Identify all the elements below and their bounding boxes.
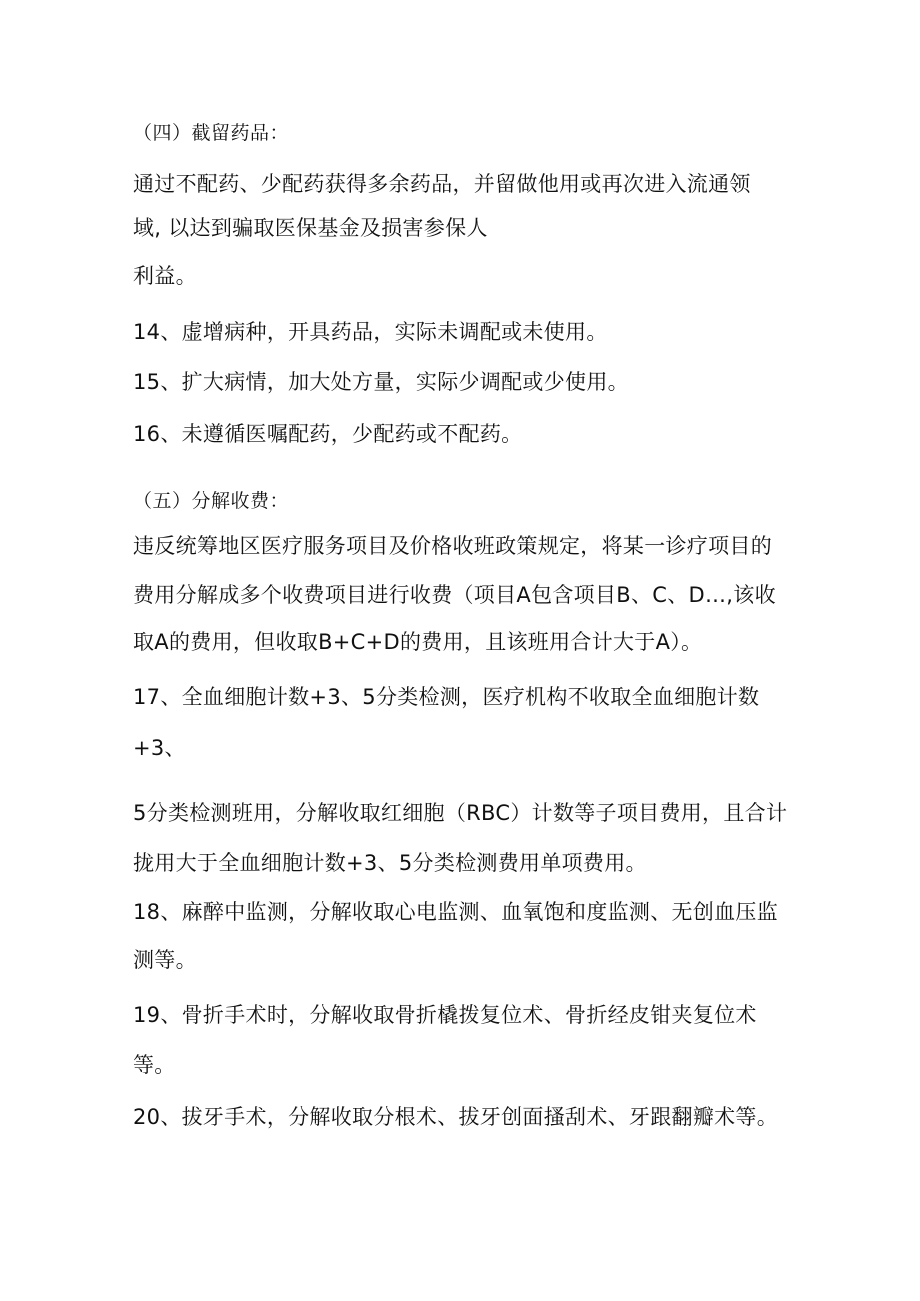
list-item-14: 14、虚增病种，开具药品，实际未调配或未使用。 [133, 320, 608, 344]
list-item-16: 16、未遵循医嘱配药，少配药或不配药。 [133, 422, 523, 446]
section-heading-5: （五）分解收费： [133, 490, 290, 512]
list-item-20: 20、拔牙手术，分解收取分根术、拔牙创面搔刮术、牙跟翻瓣术等。 [133, 1105, 779, 1129]
section-heading-4: （四）截留药品： [133, 122, 290, 144]
section-4-desc-line-3: 利益。 [133, 264, 197, 288]
section-5-desc-line-1: 违反统筹地区医疗服务项目及价格收班政策规定，将某一诊疗项目的 [133, 534, 772, 558]
section-5-desc-line-3: 取A的费用，但收取B+C+D的费用，且该班用合计大于A）。 [133, 630, 703, 654]
list-item-17-line-2: +3、 [133, 736, 186, 760]
list-item-17-line-3: 5分类检测班用，分解收取红细胞（RBC）计数等子项目费用，且合计 [133, 801, 788, 825]
section-5-desc-line-2: 费用分解成多个收费项目进行收费（项目A包含项目B、C、D…,该收 [133, 583, 776, 607]
list-item-15: 15、扩大病情，加大处方量，实际少调配或少使用。 [133, 370, 629, 394]
section-4-desc-line-2: 域, 以达到骗取医保基金及损害参保人 [133, 216, 488, 240]
list-item-17-line-4: 拢用大于全血细胞计数+3、5分类检测费用单项费用。 [133, 851, 647, 875]
section-4-desc-line-1: 通过不配药、少配药获得多余药品，并留做他用或再次进入流通领 [133, 172, 751, 196]
list-item-17-line-1: 17、全血细胞计数+3、5分类检测，医疗机构不收取全血细胞计数 [133, 685, 760, 709]
list-item-19-line-1: 19、骨折手术时，分解收取骨折橇拨复位术、骨折经皮钳夹复位术 [133, 1003, 757, 1027]
list-item-18-line-2: 测等。 [133, 948, 197, 972]
list-item-19-line-2: 等。 [133, 1053, 176, 1077]
list-item-18-line-1: 18、麻醉中监测，分解收取心电监测、血氧饱和度监测、无创血压监 [133, 900, 779, 924]
